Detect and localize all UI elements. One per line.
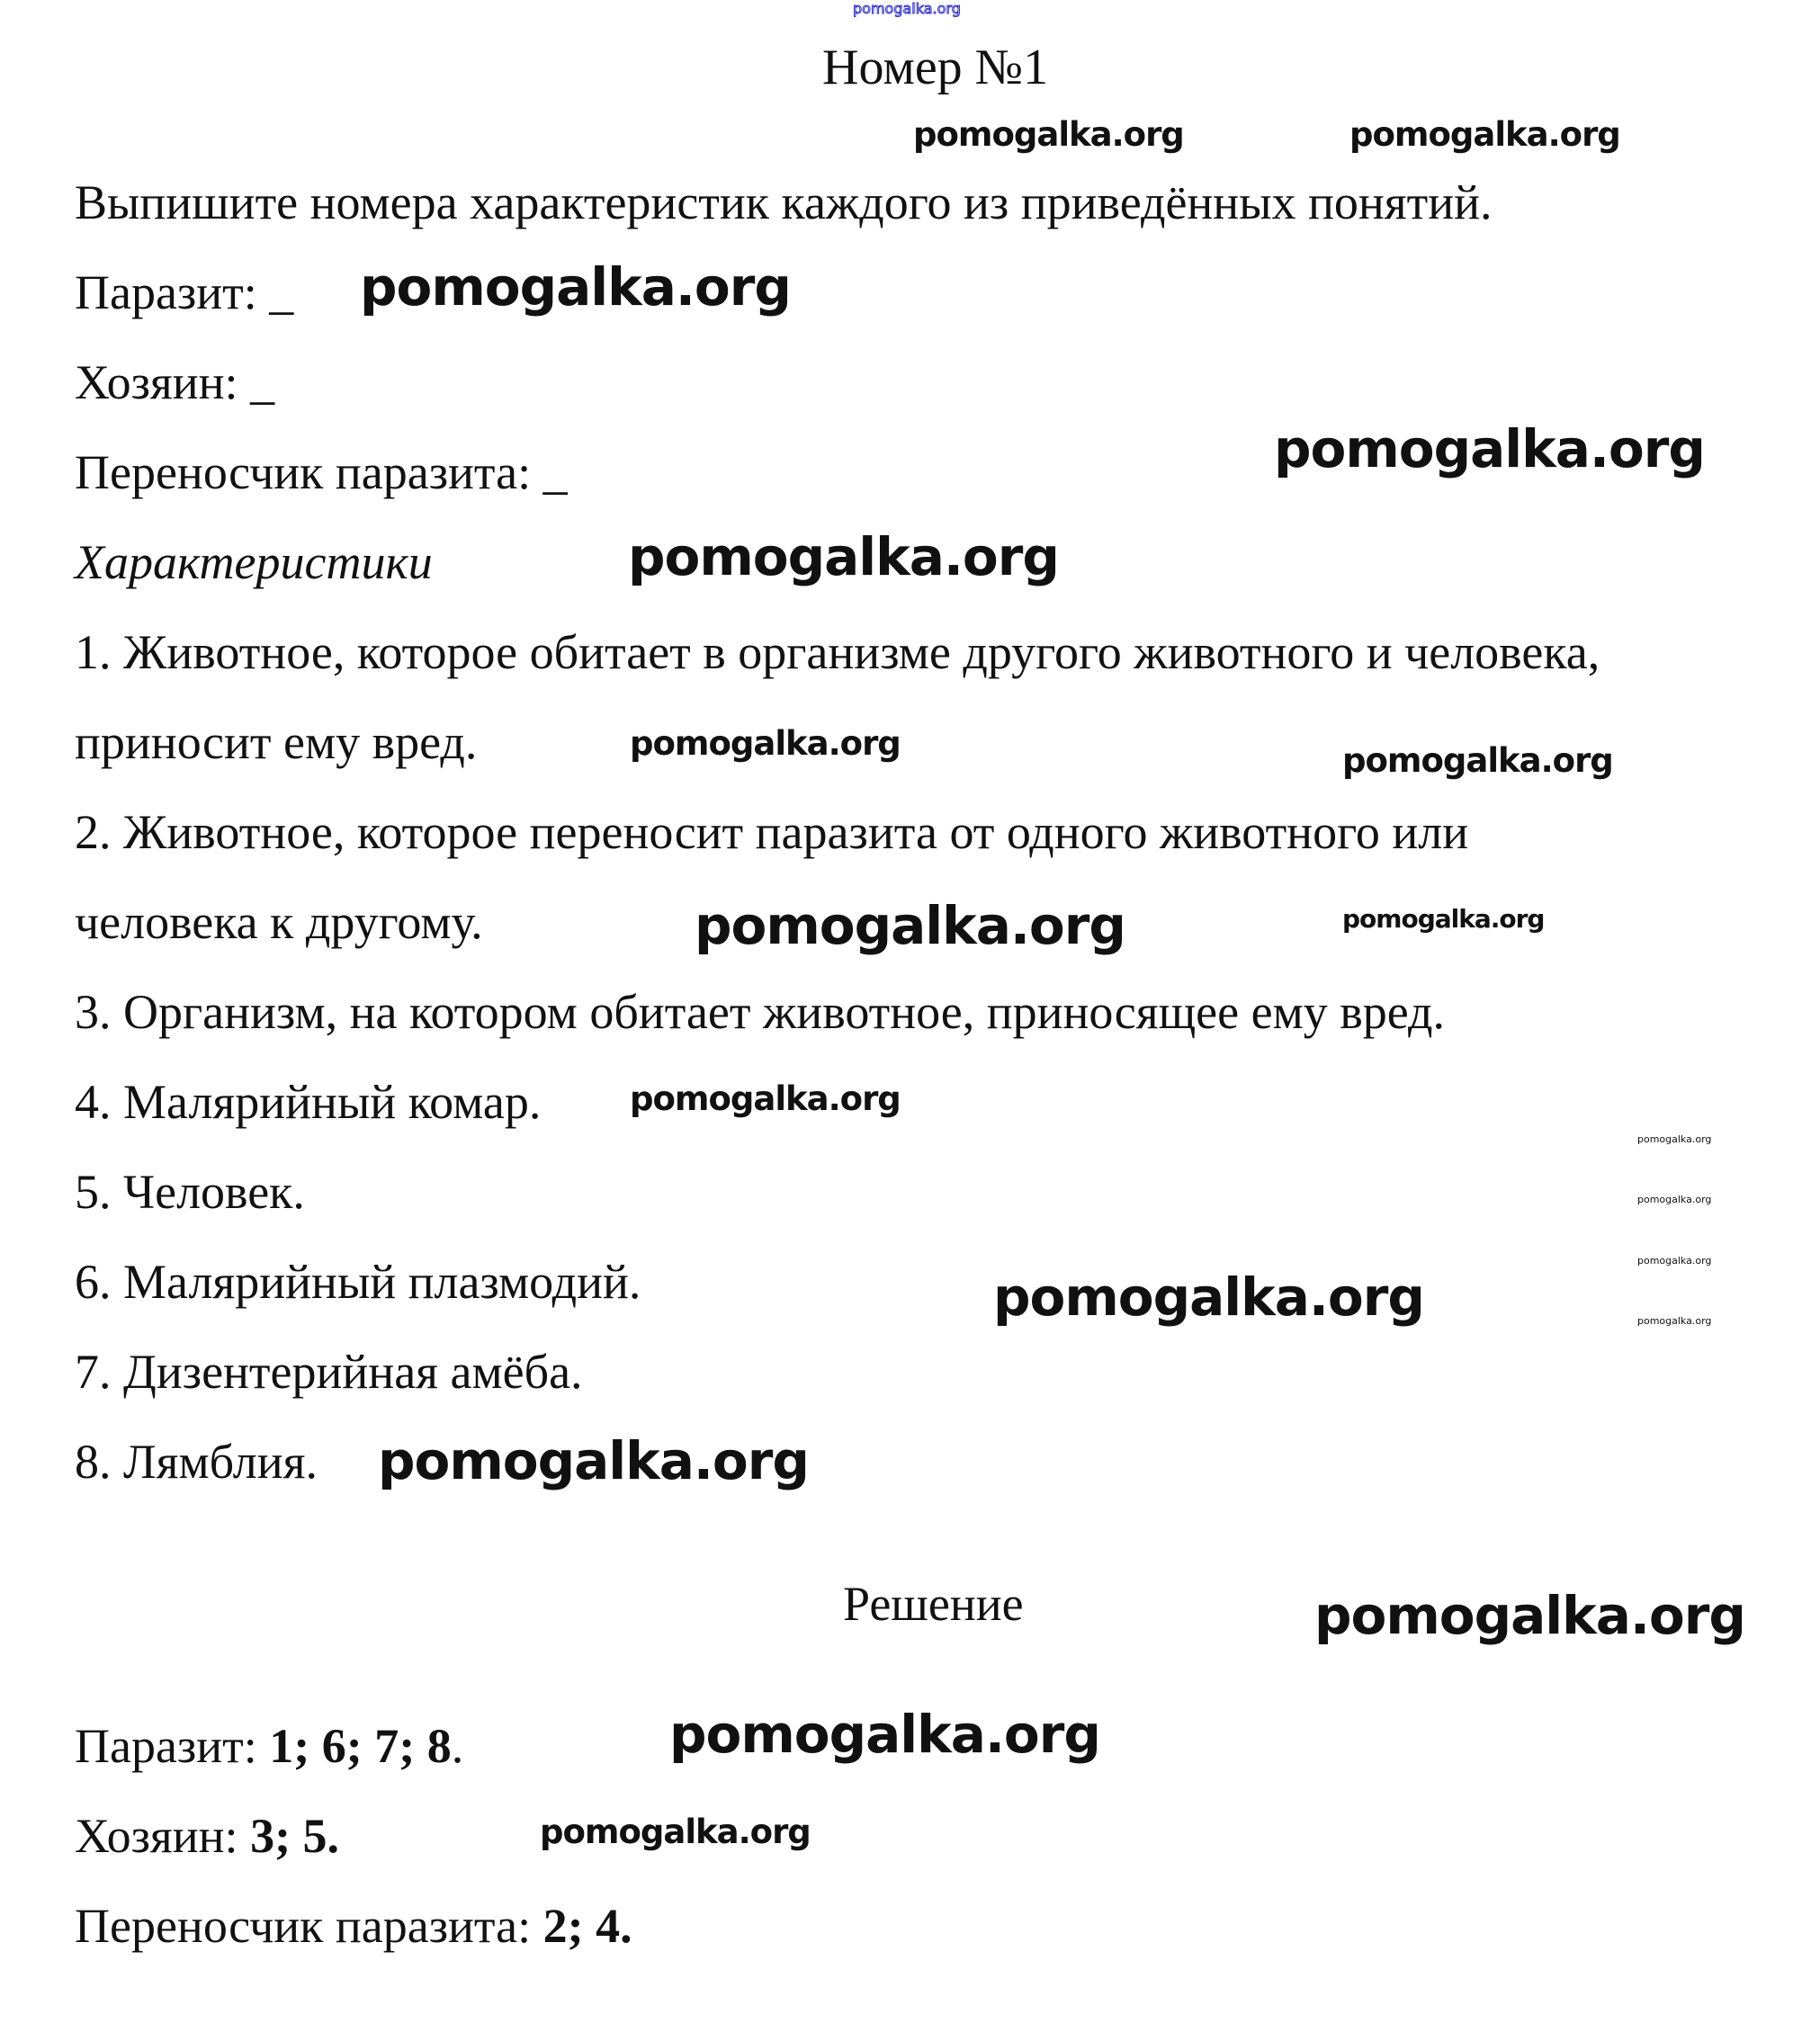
answer-parasite <box>75 1717 463 1776</box>
list-item: 1. Животное, которое обитает в организме другого животного и человека, <box>75 625 1600 679</box>
watermark: pomogalka.org <box>628 526 1059 587</box>
watermark: pomogalka.org <box>1342 904 1545 934</box>
list-item: приносит ему вред. <box>75 715 478 769</box>
blank-host: Хозяин: _ <box>75 355 275 409</box>
answer-vector <box>75 1897 632 1956</box>
watermark: pomogalka.org <box>1637 1194 1712 1205</box>
answer-value: 3; 5. <box>250 1809 340 1863</box>
watermark: pomogalka.org <box>360 256 791 318</box>
watermark: pomogalka.org <box>630 1079 901 1118</box>
answer-label: Паразит: <box>75 1719 270 1773</box>
watermark: pomogalka.org <box>853 0 961 17</box>
list-item: 4. Малярийный комар. <box>75 1075 542 1129</box>
watermark: pomogalka.org <box>378 1430 809 1491</box>
watermark: pomogalka.org <box>695 895 1125 956</box>
list-item: 6. Малярийный плазмодий. <box>75 1255 641 1309</box>
watermark: pomogalka.org <box>1342 741 1613 780</box>
watermark: pomogalka.org <box>1637 1133 1712 1145</box>
answer-tail: . <box>451 1719 464 1773</box>
list-item: 5. Человек. <box>75 1165 305 1219</box>
list-item: 2. Животное, которое переносит паразита от одного животного или <box>75 805 1469 859</box>
watermark: pomogalka.org <box>1637 1255 1712 1267</box>
blank-vector: Переносчик паразита: _ <box>75 445 568 499</box>
answer-host <box>75 1807 339 1866</box>
watermark: pomogalka.org <box>1637 1315 1712 1327</box>
watermark: pomogalka.org <box>993 1267 1424 1328</box>
watermark: pomogalka.org <box>1314 1585 1745 1646</box>
blank-parasite: Паразит: _ <box>75 265 294 319</box>
page-title: Номер №1 <box>822 40 1049 95</box>
list-item: 8. Лямблия. <box>75 1435 318 1489</box>
answer-value: 2; 4. <box>542 1899 632 1953</box>
watermark: pomogalka.org <box>540 1813 811 1851</box>
instruction: Выпишите номера характеристик каждого из приведённых понятий. <box>75 175 1493 229</box>
watermark: pomogalka.org <box>669 1704 1100 1765</box>
answer-value: 1; 6; 7; 8 <box>269 1719 452 1773</box>
list-item: человека к другому. <box>75 895 483 949</box>
answer-label: Переносчик паразита: <box>75 1899 543 1953</box>
watermark: pomogalka.org <box>630 724 901 763</box>
watermark: pomogalka.org <box>1349 115 1620 154</box>
list-item: 7. Дизентерийная амёба. <box>75 1345 583 1399</box>
answer-label: Хозяин: <box>75 1809 251 1863</box>
characteristics-heading: Характеристики <box>75 535 433 589</box>
watermark: pomogalka.org <box>1274 418 1705 479</box>
list-item: 3. Организм, на котором обитает животное, приносящее ему вред. <box>75 985 1445 1039</box>
solution-heading: Решение <box>843 1577 1024 1631</box>
watermark: pomogalka.org <box>913 115 1184 154</box>
